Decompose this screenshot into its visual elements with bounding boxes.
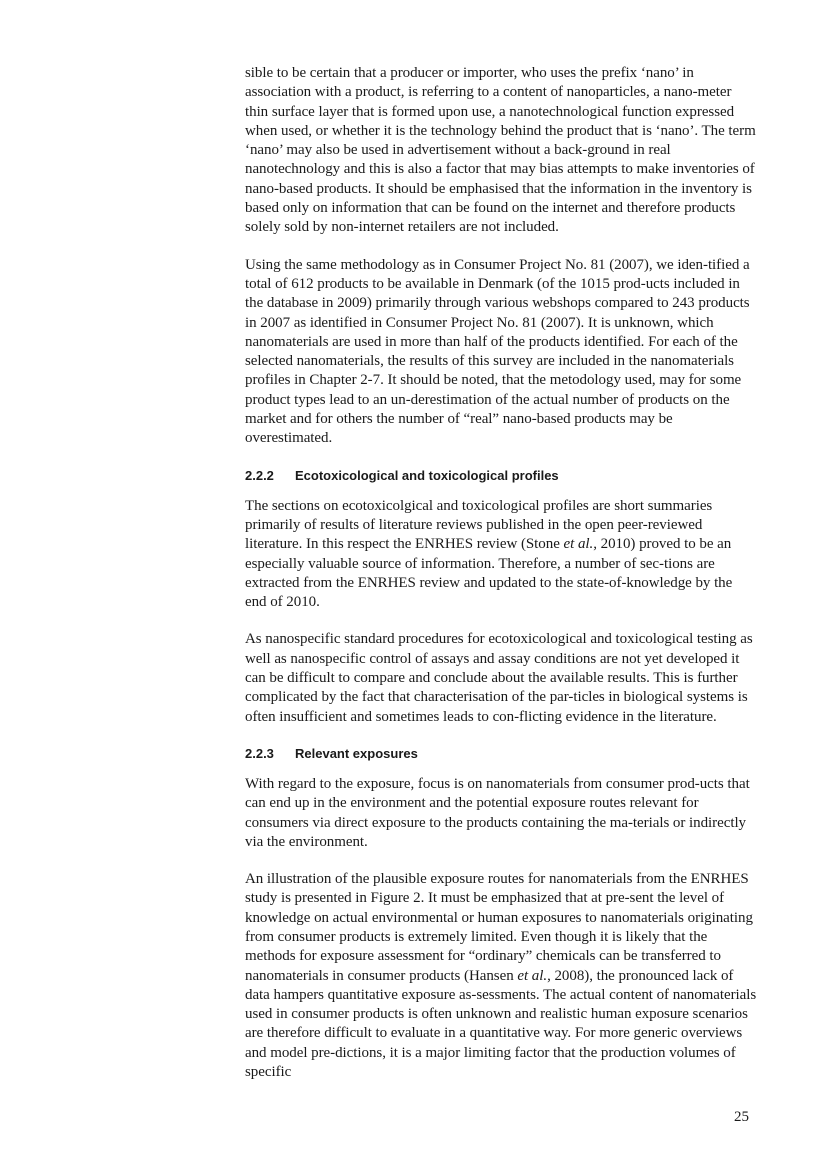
- page-content: [245, 64, 757, 1100]
- paragraph-standard-procedures: As nanospecific standard procedures for ecotoxicological and toxicological testing as well as nanospecific control of assays and assay conditions are not yet developed it can be difficult to compare and conclude about the available results. This is further complicated by the fact that characterisation of the par-ticles in biological systems is often insufficient and sometimes leads to con-flicting evidence in the literature.: [245, 631, 753, 725]
- paragraph-exposure-routes: [245, 870, 757, 1082]
- paragraph-nano-prefix: sible to be certain that a producer or importer, who uses the prefix ‘nano’ in association with a product, is referring to a content of nanoparticles, a nano-meter thin surface layer that is formed upon use, a nanotechnological function expressed when used, or whether it is the technology behind the product that is ‘nano’. The term ‘nano’ may also be used in advertisement without a back-ground in real nanotechnology and this is also a factor that may bias attempts to make inventories of nano-based products. It should be emphasised that the information in the inventory is based only on information that can be found on the internet and therefore products solely sold by non-internet retailers are not included.: [245, 65, 756, 236]
- text-run-italic: et al.: [517, 967, 548, 984]
- text-run: An illustration of the plausible exposure routes for nanomaterials from the ENRHES study is presented in Figure 2. It must be emphasized that at pre-sent the level of knowledge on actual environmental or human exposures to nanomaterials originating from consumer products is extremely limited. Even though it is likely that the methods for exposure assessment for “ordinary” chemicals can be transferred to nanomaterials in consumer products (Hansen: [245, 871, 753, 984]
- section-number: 2.2.2: [245, 467, 274, 483]
- paragraph-methodology: Using the same methodology as in Consumer Project No. 81 (2007), we iden-tified a total of 612 products to be available in Denmark (of the 1015 prod-ucts included in the database in 2009) primarily through various webshops compared to 243 products in 2007 as identified in Consumer Project No. 81 (2007). It is unknown, which nanomaterials are used in more than half of the products identified. For each of the selected nanomaterials, the results of this survey are included in the nanomaterials profiles in Chapter 2-7. It should be noted, that the metodology used, may for some product types lead to an un-derestimation of the actual number of products on the market and for others the number of “real” nano-based products may be overestimated.: [245, 256, 750, 447]
- section-title: Relevant exposures: [295, 745, 418, 761]
- paragraph-profiles-summary: [245, 497, 757, 613]
- section-heading-2-2-3: [245, 745, 757, 763]
- text-run: , 2010) proved to be an especially valuable source of information. Therefore, a number of sec-tions are extracted from the ENRHES review and updated to the state-of-knowledge by the end of 2010.: [245, 536, 733, 611]
- text-run-italic: et al.: [563, 536, 594, 553]
- page-number: 25: [734, 1109, 749, 1125]
- paragraph-exposure-focus: With regard to the exposure, focus is on nanomaterials from consumer prod-ucts that can end up in the environment and the potential exposure routes relevant for consumers via direct exposure to the products containing the ma-terials or indirectly via the environment.: [245, 775, 750, 850]
- section-heading-2-2-2: [245, 467, 757, 485]
- section-number: 2.2.3: [245, 745, 274, 761]
- text-run: , 2008), the pronounced lack of data hampers quantitative exposure as-sessments. The actual content of nanomaterials used in consumer products is often unknown and realistic human exposure scenarios are therefore difficult to evaluate in a quantitative way. For more generic overviews and model pre-dictions, it is a major limiting factor that the production volumes of specific: [245, 967, 757, 1081]
- text-run: The sections on ecotoxicolgical and toxicological profiles are short summaries primarily of results of literature reviews published in the open peer-reviewed literature. In this respect the ENRHES review (Stone: [245, 497, 713, 553]
- section-title: Ecotoxicological and toxicological profiles: [295, 467, 559, 483]
